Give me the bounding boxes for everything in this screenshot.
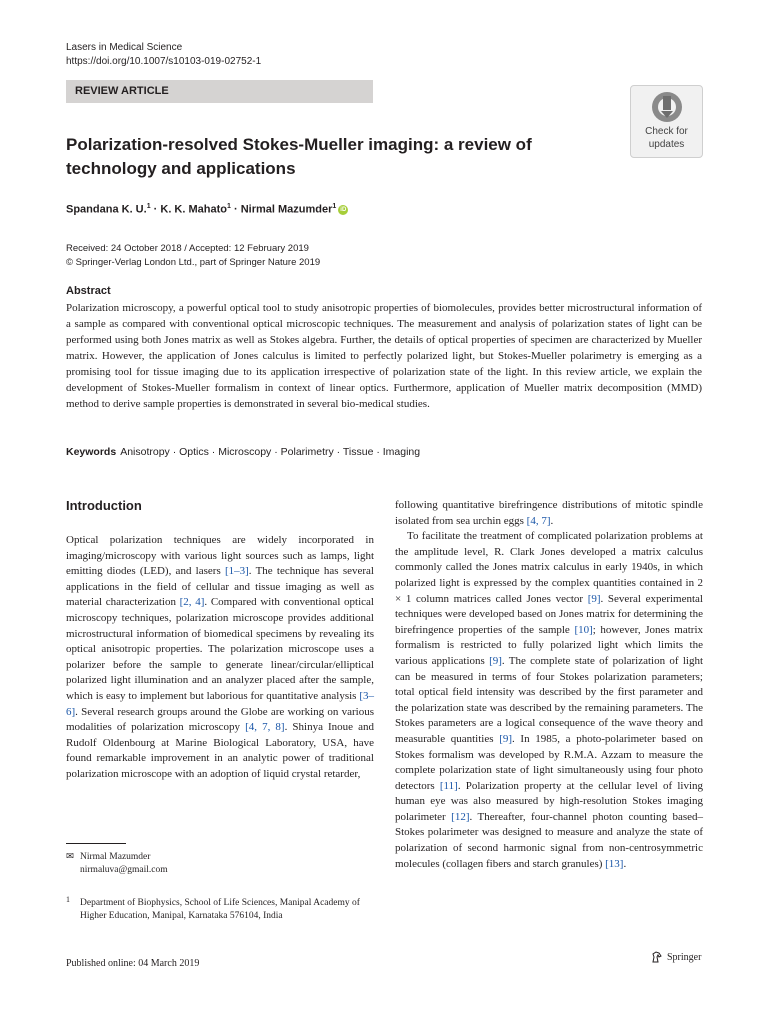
mail-icon: ✉ bbox=[66, 852, 74, 862]
keywords bbox=[66, 446, 420, 458]
orcid-icon[interactable]: iD bbox=[340, 206, 347, 213]
received-accepted: Received: 24 October 2018 / Accepted: 12 February 2019 bbox=[66, 243, 309, 254]
citation-link[interactable]: [13] bbox=[605, 857, 624, 870]
body-text: . bbox=[550, 514, 554, 527]
badge-line-2: updates bbox=[648, 139, 685, 150]
check-for-updates-badge[interactable] bbox=[630, 85, 703, 158]
body-text: . Thereafter, four-channel photon counting based–Stokes polarimeter was designed to measure and analyze the state of polarization of second harmonic signal from non-centrosymmetric molecules (collagen fibers and starch granules) bbox=[395, 810, 703, 870]
corresponding-name: Nirmal Mazumder bbox=[80, 852, 151, 862]
crossmark-icon bbox=[650, 90, 684, 124]
body-text: ; however, Jones matrix formalism is restricted to fully polarized light which limits the various applications bbox=[395, 623, 703, 667]
introduction-heading: Introduction bbox=[66, 498, 142, 513]
citation-link[interactable]: [9] bbox=[499, 732, 513, 745]
body-text: . Shinya Inoue and Rudolf Oldenbourg at Marine Biological Laboratory, USA, have found remarkable improvement in an analytic power of traditional polarization microscope with an adoption of liquid crystal retarder, bbox=[66, 721, 375, 780]
author-separator: · bbox=[150, 203, 161, 216]
published-online: Published online: 04 March 2019 bbox=[66, 958, 200, 969]
author-affiliation-mark: 1 bbox=[332, 203, 337, 210]
citation-link[interactable]: [12] bbox=[451, 810, 470, 823]
body-text: . Several research groups around the Globe are working on various modalities of polarization microscopy bbox=[66, 705, 374, 734]
author-affiliation-mark: 1 bbox=[146, 203, 151, 210]
body-text: . The technique has several applications in the field of cellular and tissue imaging as well as material characterization bbox=[66, 565, 374, 609]
abstract-heading: Abstract bbox=[66, 285, 111, 297]
publisher-logo bbox=[650, 950, 701, 964]
citation-link[interactable]: [4, 7, 8] bbox=[245, 721, 285, 734]
body-text: . bbox=[623, 857, 627, 870]
left-column bbox=[66, 533, 374, 783]
body-text: . The complete state of polarization of light can be measured in terms of four Stokes polarization parameters; total optical field intensity was described by the first parameter and the polarization state was described by the remaining parameters. The Stokes parameters are a logical consequence of the wave theory and measurable quantities bbox=[395, 654, 703, 745]
author-name[interactable]: Nirmal Mazumder bbox=[240, 203, 333, 216]
citation-link[interactable]: [11] bbox=[439, 779, 458, 792]
author-separator: · bbox=[230, 203, 241, 216]
citation-link[interactable]: [1–3] bbox=[224, 565, 249, 578]
author-name[interactable]: K. K. Mahato bbox=[160, 203, 227, 216]
body-text: To facilitate the treatment of complicated polarization problems at the amplitude level, R. Clark Jones developed a matrix calculus commonly called the Jones matrix calculus in early 1940s, in which polarized light is expressed by the complex quantities contained in 2 × 1 column matrices called Jones vector bbox=[395, 530, 703, 605]
corresponding-email[interactable]: nirmaluva@gmail.com bbox=[80, 865, 168, 875]
body-text: Optical polarization techniques are widely incorporated in imaging/microscopy with various light sources such as lamps, light emitting diodes (LED), and lasers bbox=[66, 534, 374, 578]
citation-link[interactable]: [4, 7] bbox=[526, 514, 551, 527]
author-name[interactable]: Spandana K. U. bbox=[66, 203, 147, 216]
paper-title: Polarization-resolved Stokes-Mueller imaging: a review of technology and applications bbox=[66, 135, 532, 178]
copyright-line: © Springer-Verlag London Ltd., part of Springer Nature 2019 bbox=[66, 257, 321, 268]
right-column bbox=[395, 498, 703, 872]
body-text: . Several experimental techniques were developed based on Jones matrix for determining the birefringence properties of the sample bbox=[395, 592, 703, 636]
body-text: following quantitative birefringence distributions of mitotic spindle isolated from sea urchin eggs bbox=[395, 499, 703, 527]
citation-link[interactable]: [10] bbox=[574, 623, 593, 636]
doi-link[interactable]: https://doi.org/10.1007/s10103-019-02752-1 bbox=[66, 56, 262, 67]
intro-paragraph-continued bbox=[395, 498, 703, 529]
affiliation-number: 1 bbox=[66, 895, 70, 904]
body-text: . Compared with conventional optical microscopy techniques, polarization microscope provides additional microstructural information of biomedical specimens by revealing its optical anisotropic properties. The polarization microscope uses a polarizer before the sample to generate linear/circular/elliptical polarized light illumination and an analyzer placed after the sample, which is easy to implement but laborious for quantitative analysis bbox=[66, 596, 374, 702]
author-list bbox=[66, 203, 348, 216]
article-type-bar: REVIEW ARTICLE bbox=[66, 80, 373, 103]
intro-paragraph-2 bbox=[395, 529, 703, 872]
footnote-divider bbox=[66, 843, 126, 844]
corresponding-author bbox=[66, 851, 168, 877]
publisher-name: Springer bbox=[667, 951, 702, 963]
body-text: . In 1985, a photo-polarimeter based on Stokes formalism was developed by R.M.A. Azzam to measure the complete polarization state of light simultaneously using four photo detectors bbox=[395, 732, 703, 792]
keywords-label: Keywords bbox=[66, 446, 117, 458]
citation-link[interactable]: [3–6] bbox=[66, 689, 374, 718]
author-affiliation-mark: 1 bbox=[227, 203, 231, 210]
publication-dates bbox=[66, 242, 320, 270]
citation-link[interactable]: [9] bbox=[587, 592, 601, 605]
springer-horse-icon bbox=[650, 950, 664, 964]
intro-paragraph-1 bbox=[66, 533, 374, 783]
citation-link[interactable]: [9] bbox=[489, 654, 502, 667]
body-text: . Polarization property at the cellular level of living human eye was also measured by high-resolution Stokes imaging polarimeter bbox=[395, 779, 704, 823]
citation-link[interactable]: [2, 4] bbox=[179, 596, 205, 609]
keywords-list: Anisotropy · Optics · Microscopy · Polarimetry · Tissue · Imaging bbox=[120, 446, 421, 458]
affiliation-footnote bbox=[66, 893, 376, 923]
journal-name: Lasers in Medical Science bbox=[66, 42, 183, 53]
badge-line-1: Check for bbox=[645, 126, 688, 137]
affiliation-text: Department of Biophysics, School of Life Sciences, Manipal Academy of Higher Education, Manipal, Karnataka 576104, India bbox=[80, 898, 360, 922]
abstract-text: Polarization microscopy, a powerful optical tool to study anisotropic properties of biomolecules, provides better microstructural information of a sample as compared with conventional optical microscopic techniques. The measurement and analysis of polarization states of light can be performed using both Jones matrix as well as Stokes algebra. Further, the details of optical properties of specimen are characterized by Mueller matrix. However, the application of Jones calculus is limited to perfectly polarized light, but Stokes-Mueller polarimetry is emerging as a promising tool for tissue imaging due to its application irrespective of polarization state of the light. In this review article, we explain the development of Stokes-Mueller formalism in context of linear optics. Furthermore, application of Mueller matrix decomposition (MMD) method to derive sample properties is demonstrated in several bio-medical studies. bbox=[66, 302, 702, 410]
